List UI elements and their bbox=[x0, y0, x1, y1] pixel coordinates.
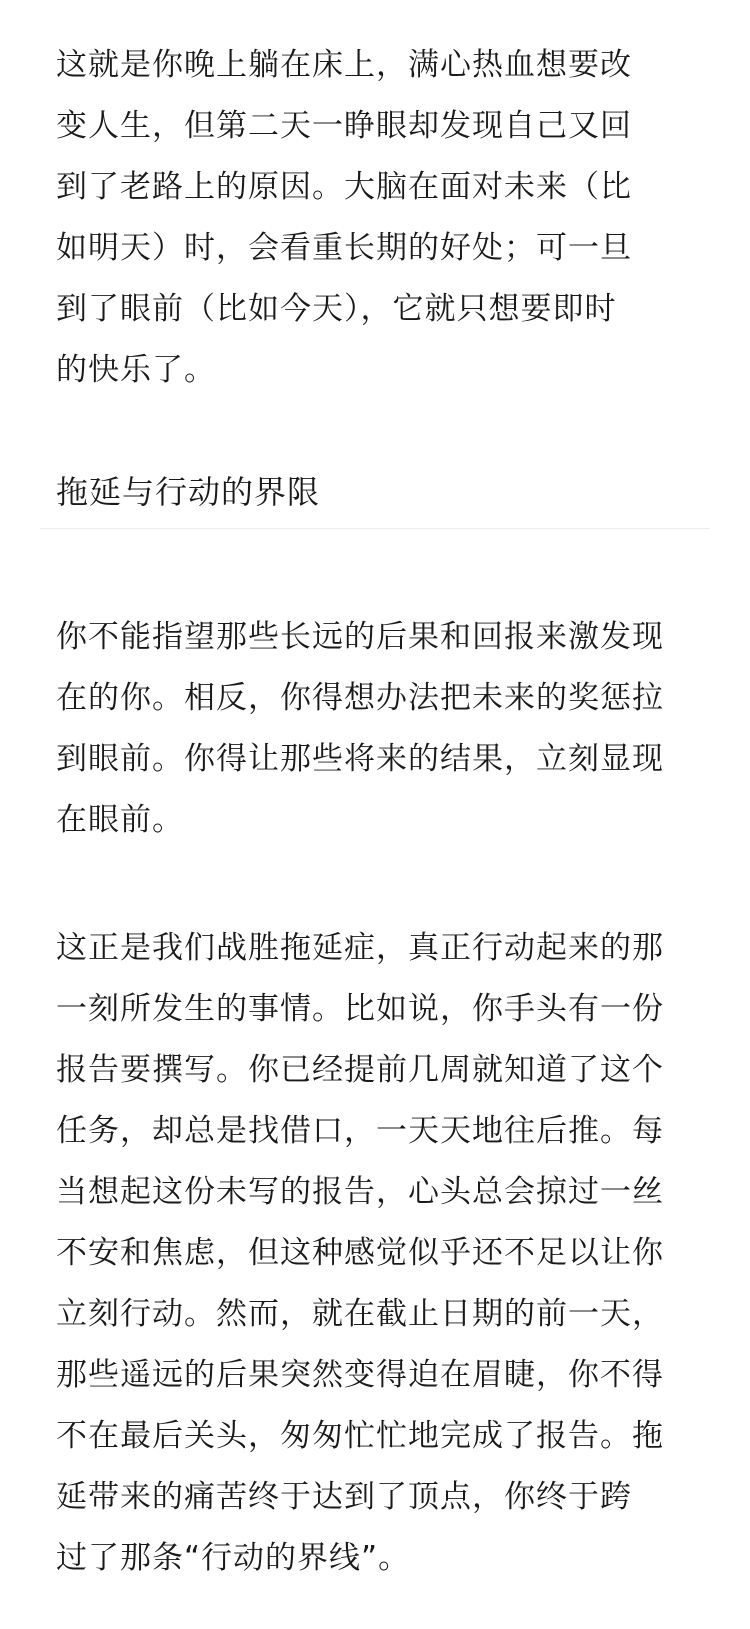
paragraph-future-rewards bbox=[56, 607, 696, 851]
text-line: 的快乐了。 bbox=[56, 352, 216, 388]
text-line: 任务，却总是找借口，一天天地往后推。每 bbox=[56, 1113, 664, 1149]
paragraph-report-example bbox=[56, 918, 696, 1589]
text-line: 在眼前。 bbox=[56, 802, 184, 838]
text-line: 当想起这份未写的报告，心头总会掠过一丝 bbox=[56, 1174, 664, 1210]
text-line: 到了眼前（比如今天），它就只想要即时 bbox=[56, 291, 617, 327]
text-line: 立刻行动。然而，就在截止日期的前一天， bbox=[56, 1296, 664, 1332]
text-line: 这正是我们战胜拖延症，真正行动起来的那 bbox=[56, 930, 664, 966]
text-line: 不安和焦虑，但这种感觉似乎还不足以让你 bbox=[56, 1235, 664, 1271]
text-line: 到了老路上的原因。大脑在面对未来（比 bbox=[56, 169, 632, 205]
text-line: 在的你。相反，你得想办法把未来的奖惩拉 bbox=[56, 680, 664, 716]
section-heading: 拖延与行动的界限 bbox=[56, 473, 321, 511]
text-line: 那些遥远的后果突然变得迫在眉睫，你不得 bbox=[56, 1357, 664, 1393]
text-line: 延带来的痛苦终于达到了顶点，你终于跨 bbox=[56, 1479, 632, 1515]
text-line: 不在最后关头，匆匆忙忙地完成了报告。拖 bbox=[56, 1418, 664, 1454]
paragraph-intro bbox=[56, 35, 696, 401]
text-line: 过了那条“行动的界线”。 bbox=[56, 1540, 411, 1576]
text-line: 到眼前。你得让那些将来的结果，立刻显现 bbox=[56, 741, 664, 777]
text-line: 变人生，但第二天一睁眼却发现自己又回 bbox=[56, 108, 632, 144]
text-line: 你不能指望那些长远的后果和回报来激发现 bbox=[56, 619, 664, 655]
text-line: 这就是你晚上躺在床上，满心热血想要改 bbox=[56, 47, 632, 83]
text-line: 报告要撰写。你已经提前几周就知道了这个 bbox=[56, 1052, 664, 1088]
text-line: 一刻所发生的事情。比如说，你手头有一份 bbox=[56, 991, 664, 1027]
section-divider bbox=[40, 528, 710, 529]
text-line: 如明天）时，会看重长期的好处；可一旦 bbox=[56, 230, 632, 266]
